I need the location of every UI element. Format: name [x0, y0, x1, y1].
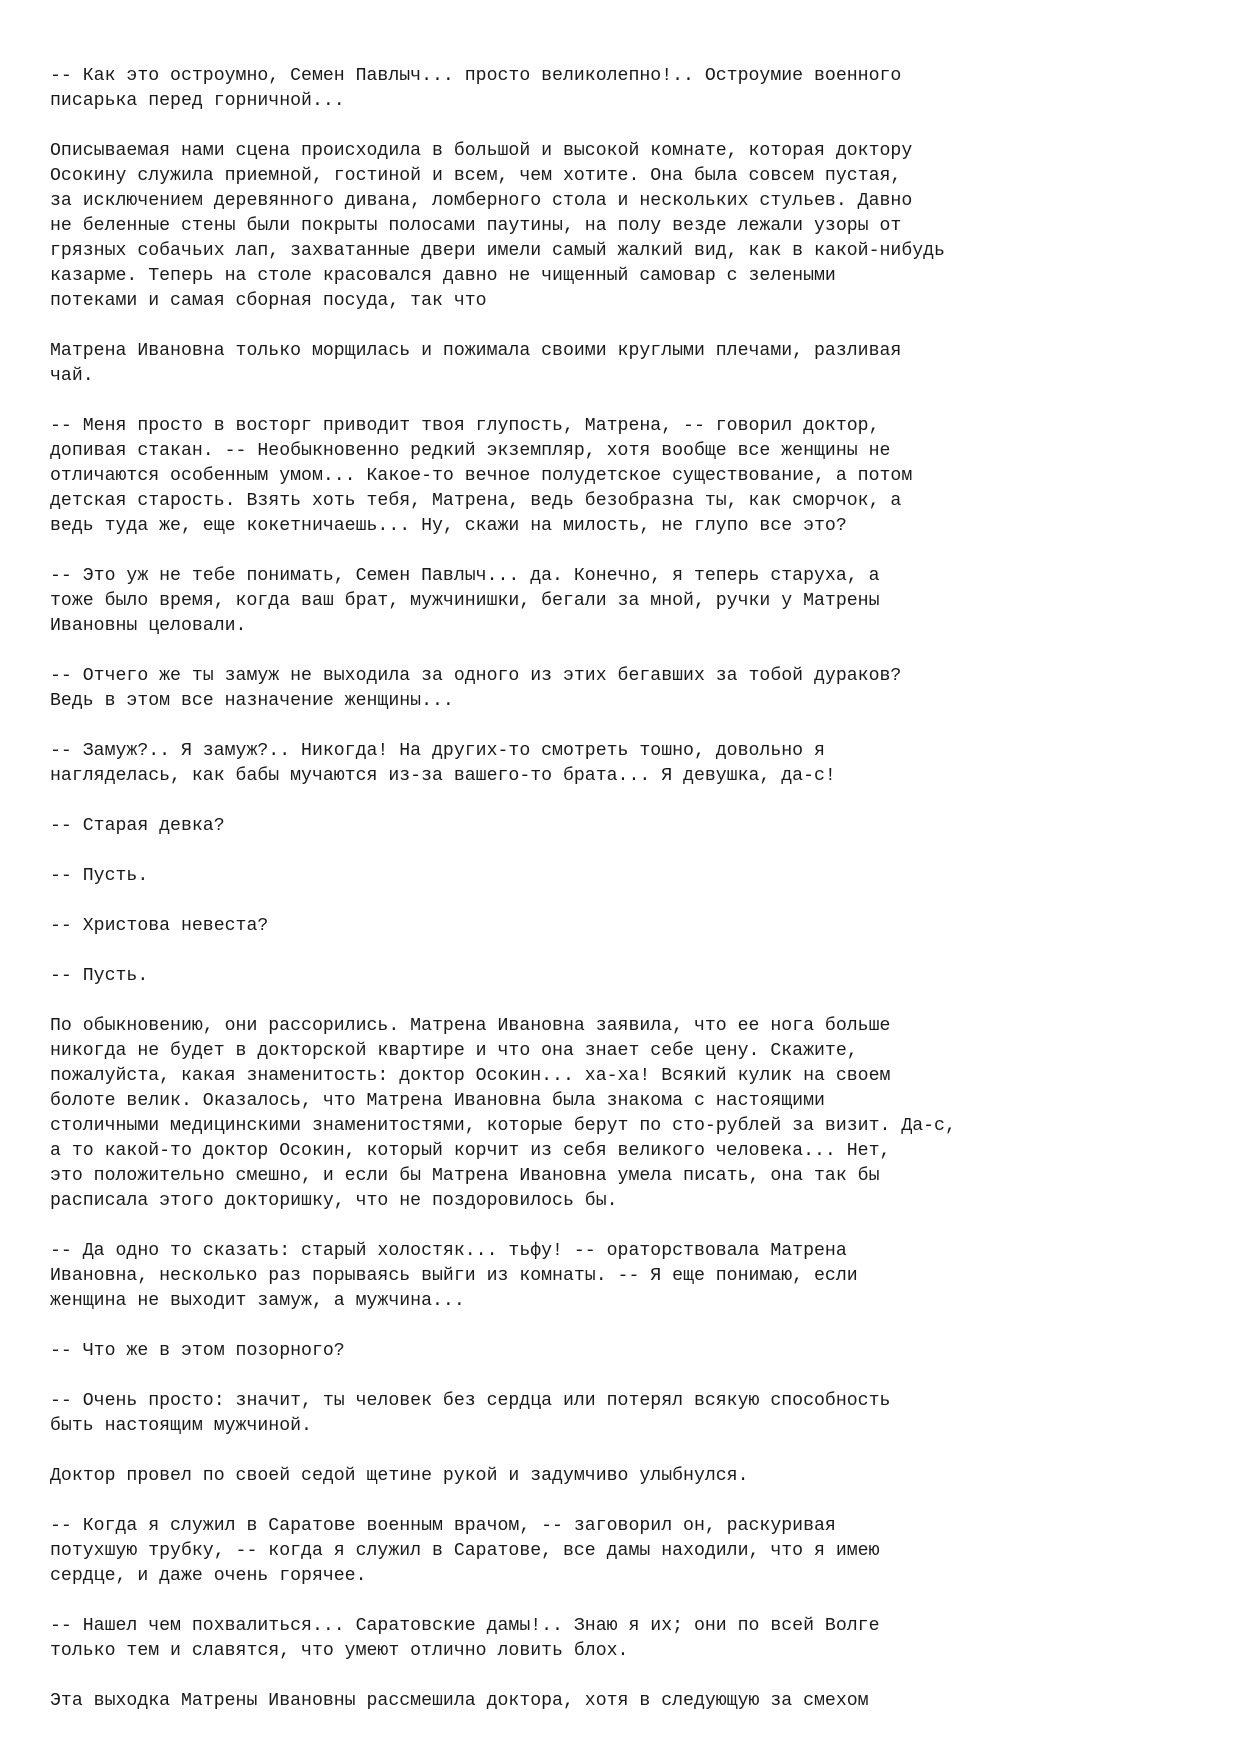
paragraph — [50, 1514, 1210, 1589]
text-line: тоже было время, когда ваш брат, мужчинишки, бегали за мной, ручки у Матрены — [50, 591, 880, 611]
paragraph — [50, 564, 1210, 639]
text-line: -- Старая девка? — [50, 816, 225, 836]
text-line: Ивановны целовали. — [50, 616, 247, 636]
text-line: грязных собачьих лап, захватанные двери имели самый жалкий вид, как в какой-нибудь — [50, 241, 945, 261]
text-line: а то какой-то доктор Осокин, который корчит из себя великого человека... Нет, — [50, 1141, 891, 1161]
text-line: -- Это уж не тебе понимать, Семен Павлыч... да. Конечно, я теперь старуха, а — [50, 566, 880, 586]
text-line: не беленные стены были покрыты полосами паутины, на полу везде лежали узоры от — [50, 216, 902, 236]
text-line: только тем и славятся, что умеют отлично ловить блох. — [50, 1641, 629, 1661]
text-line: за исключением деревянного дивана, ломберного стола и нескольких стульев. Давно — [50, 191, 913, 211]
text-line: -- Отчего же ты замуж не выходила за одного из этих бегавших за тобой дураков? — [50, 666, 902, 686]
paragraph — [50, 1339, 1210, 1364]
text-line: пожалуйста, какая знаменитость: доктор Осокин... ха-ха! Всякий кулик на своем — [50, 1066, 891, 1086]
paragraph — [50, 1389, 1210, 1439]
paragraph — [50, 64, 1210, 114]
text-line: -- Меня просто в восторг приводит твоя глупость, Матрена, -- говорил доктор, — [50, 416, 880, 436]
paragraph — [50, 664, 1210, 714]
text-line: -- Христова невеста? — [50, 916, 269, 936]
paragraph — [50, 864, 1210, 889]
paragraph — [50, 964, 1210, 989]
text-line: потеками и самая сборная посуда, так что — [50, 291, 487, 311]
text-line: Осокину служила приемной, гостиной и всем, чем хотите. Она была совсем пустая, — [50, 166, 902, 186]
text-line: -- Когда я служил в Саратове военным врачом, -- заговорил он, раскуривая — [50, 1516, 836, 1536]
text-line: Ведь в этом все назначение женщины... — [50, 691, 454, 711]
paragraph — [50, 1014, 1210, 1214]
text-line: женщина не выходит замуж, а мужчина... — [50, 1291, 465, 1311]
text-line: Доктор провел по своей седой щетине рукой и задумчиво улыбнулся. — [50, 1466, 749, 1486]
text-line: -- Очень просто: значит, ты человек без сердца или потерял всякую способность — [50, 1391, 891, 1411]
text-line: потухшую трубку, -- когда я служил в Саратове, все дамы находили, что я имею — [50, 1541, 880, 1561]
paragraph — [50, 739, 1210, 789]
text-line: -- Как это остроумно, Семен Павлыч... просто великолепно!.. Остроумие военного — [50, 66, 902, 86]
text-line: быть настоящим мужчиной. — [50, 1416, 312, 1436]
text-line: -- Пусть. — [50, 866, 149, 886]
text-line: По обыкновению, они рассорились. Матрена Ивановна заявила, что ее нога больше — [50, 1016, 891, 1036]
text-line: нагляделась, как бабы мучаются из-за вашего-то брата... Я девушка, да-с! — [50, 766, 836, 786]
text-line: расписала этого докторишку, что не поздоровилось бы. — [50, 1191, 618, 1211]
text-line: Эта выходка Матрены Ивановны рассмешила доктора, хотя в следующую за смехом — [50, 1691, 869, 1711]
text-line: -- Замуж?.. Я замуж?.. Никогда! На других-то смотреть тошно, довольно я — [50, 741, 825, 761]
paragraph — [50, 339, 1210, 389]
paragraph — [50, 1464, 1210, 1489]
text-line: отличаются особенным умом... Какое-то вечное полудетское существование, а потом — [50, 466, 913, 486]
paragraph — [50, 139, 1210, 314]
text-line: никогда не будет в докторской квартире и что она знает себе цену. Скажите, — [50, 1041, 858, 1061]
text-line: Ивановна, несколько раз порываясь выйги из комнаты. -- Я еще понимаю, если — [50, 1266, 858, 1286]
text-line: болоте велик. Оказалось, что Матрена Ивановна была знакома с настоящими — [50, 1091, 825, 1111]
text-line: -- Что же в этом позорного? — [50, 1341, 345, 1361]
text-line: детская старость. Взять хоть тебя, Матрена, ведь безобразна ты, как сморчок, а — [50, 491, 902, 511]
paragraph — [50, 1614, 1210, 1664]
text-line: ведь туда же, еще кокетничаешь... Ну, скажи на милость, не глупо все это? — [50, 516, 847, 536]
text-line: это положительно смешно, и если бы Матрена Ивановна умела писать, она так бы — [50, 1166, 880, 1186]
text-line: столичными медицинскими знаменитостями, которые берут по сто-рублей за визит. Да-с, — [50, 1116, 956, 1136]
text-line: Матрена Ивановна только морщилась и пожимала своими круглыми плечами, разливая — [50, 341, 902, 361]
text-line: чай. — [50, 366, 94, 386]
document-page — [50, 64, 1210, 1739]
paragraph — [50, 814, 1210, 839]
paragraph — [50, 1689, 1210, 1714]
text-line: допивая стакан. -- Необыкновенно редкий экземпляр, хотя вообще все женщины не — [50, 441, 891, 461]
text-line: -- Нашел чем похвалиться... Саратовские дамы!.. Знаю я их; они по всей Волге — [50, 1616, 880, 1636]
text-line: Описываемая нами сцена происходила в большой и высокой комнате, которая доктору — [50, 141, 913, 161]
text-line: казарме. Теперь на столе красовался давно не чищенный самовар с зелеными — [50, 266, 836, 286]
text-line: -- Да одно то сказать: старый холостяк... тьфу! -- ораторствовала Матрена — [50, 1241, 847, 1261]
paragraph — [50, 1239, 1210, 1314]
text-line: сердце, и даже очень горячее. — [50, 1566, 367, 1586]
paragraph — [50, 414, 1210, 539]
text-line: писарька перед горничной... — [50, 91, 345, 111]
paragraph — [50, 914, 1210, 939]
text-line: -- Пусть. — [50, 966, 149, 986]
